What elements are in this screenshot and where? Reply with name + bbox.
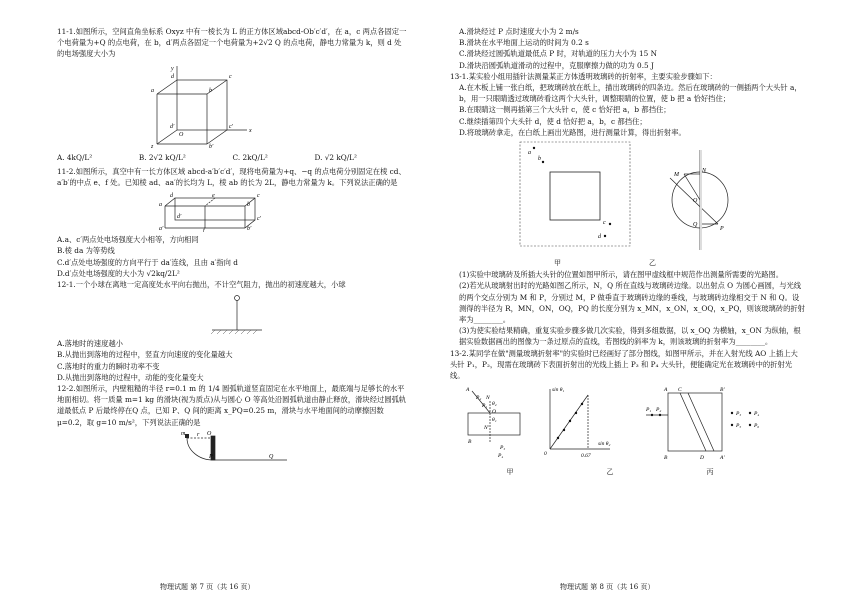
- q11-1-options: [57, 152, 357, 163]
- q11-2-stem: 11-2.如图所示，真空中有一长方体区域 abcd-a′b′c′d′，现将电荷量为+q、−q 的点电荷分别固定在棱 cd、a′b′的中点 e、f 处。已知棱 ad、aa′的长均为 L，棱 ab 的长为 2L，静电力常量为 k。下列说法正确的是: [57, 166, 406, 188]
- svg-text:M: M: [674, 172, 679, 179]
- svg-text:a′: a′: [159, 226, 164, 233]
- left-column: [57, 26, 407, 466]
- q13-1-question-1: (1)实验中玻璃砖及所插大头针的位置如图甲所示，请在图甲虚线框中规范作出测量所需要的光路图。: [459, 270, 784, 280]
- q12-2-option-b: B.滑块在水平地面上运动的时间为 0.2 s: [459, 38, 589, 48]
- q11-1-stem: 11-1.如图所示，空间直角坐标系 Oxyz 中有一棱长为 L 的正方体区域abcd-Ob′c′d′，在 a，c 两点各固定一个电荷量为+Q 的点电荷，在 b，d′两点各固定一个电荷量为+2√2 Q 的点电荷，静电力常量为 k，则 d 处的电场强度大小为: [57, 27, 407, 59]
- svg-text:z: z: [151, 143, 154, 150]
- q11-2-option-d: D.d′点处电场强度的大小为 √2kq/2L²: [57, 268, 180, 278]
- q12-2-option-a: A.滑块经过 P 点时速度大小为 2 m/s: [459, 27, 579, 36]
- refraction-figures: [510, 140, 750, 256]
- q12-1-option-d: D.从抛出到落地的过程中，动能的变化量变大: [57, 372, 204, 382]
- svg-text:O: O: [492, 409, 496, 416]
- cuboid-figure: [157, 190, 287, 232]
- svg-text:b′: b′: [247, 226, 252, 233]
- svg-text:D: D: [700, 455, 704, 462]
- option-d: D. √2 kQ/L²: [314, 152, 357, 162]
- svg-text:A: A: [664, 387, 668, 394]
- svg-text:N′: N′: [484, 425, 489, 432]
- arc-track-figure: [177, 430, 297, 464]
- q12-1-option-a: A.落地时的速度越小: [57, 339, 123, 349]
- svg-text:P₁: P₁: [646, 407, 652, 414]
- svg-text:P: P: [720, 226, 724, 233]
- projectile-figure: [197, 292, 277, 336]
- svg-text:sin θ₁: sin θ₁: [552, 387, 565, 394]
- svg-text:P₄: P₄: [498, 453, 504, 460]
- q13-1-question-3: (3)为使实验结果精确，重复实验步骤多做几次实验，得到多组数据，以 x_OQ 为横轴，x_ON 为纵轴，根据实验数据画出的图像为一条过原点的直线，若图线的斜率为 k，则该玻璃的折射率为________。: [459, 326, 801, 347]
- svg-text:c′: c′: [257, 216, 261, 223]
- svg-text:A′: A′: [720, 455, 725, 462]
- q12-1-option-c: C.落地时的重力的瞬时功率不变: [57, 361, 160, 371]
- option-a: A. 4kQ/L²: [57, 152, 93, 162]
- q11-2-option-a: A.a、c′两点处电场强度大小相等，方向相同: [57, 235, 199, 245]
- q11-2-option-c: C.d′点处电场强度的方向平行于 da′连线，且由 a′指向 d: [57, 257, 238, 267]
- cube-figure: [137, 62, 267, 150]
- caption-jia: 甲: [506, 468, 514, 477]
- svg-text:θ₂: θ₂: [492, 401, 497, 408]
- svg-text:c: c: [257, 193, 260, 200]
- svg-text:P₆: P₆: [754, 423, 760, 430]
- svg-text:d′: d′: [170, 123, 175, 130]
- svg-text:A: A: [466, 387, 470, 394]
- svg-text:y: y: [171, 65, 174, 72]
- svg-text:P₃: P₃: [500, 445, 506, 452]
- svg-text:a: a: [151, 87, 154, 94]
- right-page-footer: 物理试题 第 8 页（共 16 页）: [560, 583, 655, 591]
- svg-text:Q: Q: [693, 222, 698, 229]
- q13-1-question-2: (2)若光从玻璃射出时的光路如图乙所示，N，Q 所在直线与玻璃砖边缘。以出射点 O 为圆心画圆，与光线的两个交点分别为 M 和 P，分别过 M，P 做垂直于玻璃砖边缘的垂线，与玻璃砖边缘相交于 N 和 Q。设测得的半径为 R，MN，ON，OQ，PQ 的长度分别为 x_MN，x_ON，x_OQ，x_PQ，则该玻璃砖的折射率为________。: [459, 281, 805, 325]
- q13-1-fig-captions: [510, 258, 700, 269]
- svg-text:P₂: P₂: [656, 407, 662, 414]
- svg-text:d: d: [170, 193, 173, 200]
- left-page-footer: 物理试题 第 7 页（共 16 页）: [160, 583, 255, 591]
- caption-bing: 丙: [706, 468, 714, 477]
- q12-2-option-c: C.滑块经过圆弧轨道最低点 P 时，对轨道的压力大小为 15 N: [459, 49, 658, 59]
- q13-2-stem: 13-2.某同学在做"测量玻璃折射率"的实验时已经画好了部分图线，如图甲所示，并在入射光线 AO 上插上大头针 P₁，P₂，现需在玻璃砖下表面折射出的光线上插上 P₃ 和 P₄ 大头针，便能确定光在玻璃砖中的折射光线。: [450, 348, 798, 381]
- q12-1-option-b: B.从抛出到落地的过程中，竖直方向速度的变化量越大: [57, 350, 233, 360]
- q13-1-stem: 13-1.某实验小组用插针法测量某正方体透明玻璃砖的折射率，主要实验步骤如下：: [450, 71, 717, 81]
- glass-refraction-figures: [450, 383, 805, 465]
- svg-text:B: B: [468, 439, 472, 446]
- svg-text:m: m: [181, 430, 186, 437]
- svg-text:c′: c′: [229, 123, 233, 130]
- svg-text:r: r: [197, 431, 200, 438]
- svg-text:θ₁: θ₁: [492, 417, 497, 424]
- svg-text:a: a: [159, 202, 162, 209]
- caption-yi: 乙: [649, 259, 656, 268]
- q13-1-step-b: B.在眼睛这一侧再插第三个大头针 c，使 c 恰好把 a，b 都挡住；: [459, 105, 671, 115]
- q13-2-fig-captions: [460, 467, 760, 478]
- svg-text:B: B: [664, 455, 668, 462]
- svg-text:P₁: P₁: [482, 403, 488, 410]
- svg-text:N: N: [486, 395, 490, 402]
- svg-text:x: x: [249, 127, 252, 134]
- svg-text:d: d: [598, 234, 601, 241]
- svg-text:d′: d′: [177, 214, 182, 221]
- svg-text:b′: b′: [209, 143, 214, 150]
- svg-text:0: 0: [544, 451, 547, 458]
- svg-text:sin θ₂: sin θ₂: [598, 441, 611, 448]
- svg-text:O: O: [179, 131, 184, 138]
- svg-text:P₃: P₃: [736, 411, 742, 418]
- svg-text:P₄: P₄: [754, 411, 760, 418]
- svg-text:P: P: [209, 453, 213, 460]
- svg-text:C: C: [678, 387, 682, 394]
- svg-text:a: a: [528, 150, 531, 157]
- svg-text:d: d: [171, 73, 174, 80]
- option-b: B. 2√2 kQ/L²: [138, 152, 186, 162]
- q12-2-stem: 12-2.如图所示，内壁粗糙的半径 r=0.1 m 的 1/4 圆弧轨道竖直固定在水平地面上，最底端与足够长的水平地面相切。将一质量 m=1 kg 的滑块(视为质点)从与圆心 O 等高处沿圆弧轨道由静止释放，滑块经过圆弧轨道最低点 P 后最终停在Q 点，已知 P、Q 间的距离 x_PQ=0.25 m，滑块与水平地面间的动摩擦因数 μ=0.2，取 g=10 m/s²，下列说法正确的是: [57, 384, 407, 427]
- option-c: C. 2kQ/L²: [232, 152, 268, 162]
- right-column: [450, 26, 805, 478]
- q13-1-step-d: D.将玻璃砖拿走，在白纸上画出光路图，进行测量计算，得出折射率。: [459, 127, 686, 137]
- svg-text:b: b: [247, 202, 250, 209]
- svg-text:B′: B′: [720, 387, 725, 394]
- svg-text:e: e: [212, 193, 215, 200]
- svg-text:f: f: [203, 228, 205, 233]
- svg-text:c: c: [229, 73, 232, 80]
- svg-text:P₂: P₂: [476, 395, 482, 402]
- svg-text:0.67: 0.67: [581, 453, 591, 460]
- svg-text:N: N: [702, 168, 707, 175]
- caption-yi: 乙: [606, 468, 614, 477]
- svg-text:c: c: [603, 220, 606, 227]
- caption-jia: 甲: [554, 259, 561, 268]
- q11-2-option-b: B.棱 da 为等势线: [57, 246, 115, 256]
- svg-text:O: O: [207, 430, 212, 437]
- svg-text:P₅: P₅: [736, 423, 742, 430]
- svg-text:Q: Q: [269, 453, 274, 460]
- q12-1-stem: 12-1.一个小球在离地一定高度处水平向右抛出，不计空气阻力，抛出的初速度越大，小球: [57, 280, 346, 290]
- svg-text:O: O: [693, 198, 698, 205]
- q12-2-option-d: D.滑块沿圆弧轨道滑动的过程中，克服摩擦力做的功为 0.5 J: [459, 60, 654, 70]
- svg-text:b: b: [209, 87, 212, 94]
- q13-1-step-c: C.继续插第四个大头针 d，使 d 恰好把 a，b，c 都挡住；: [459, 116, 647, 126]
- q13-1-step-a: A.在木板上铺一张白纸，把玻璃砖放在纸上，描出玻璃砖的四条边。然后在玻璃砖的一侧插两个大头针 a，b，用一只眼睛透过玻璃砖看这两个大头针，调整眼睛的位置，使 b 把 a 恰好挡住；: [459, 83, 802, 104]
- svg-text:b: b: [538, 156, 541, 163]
